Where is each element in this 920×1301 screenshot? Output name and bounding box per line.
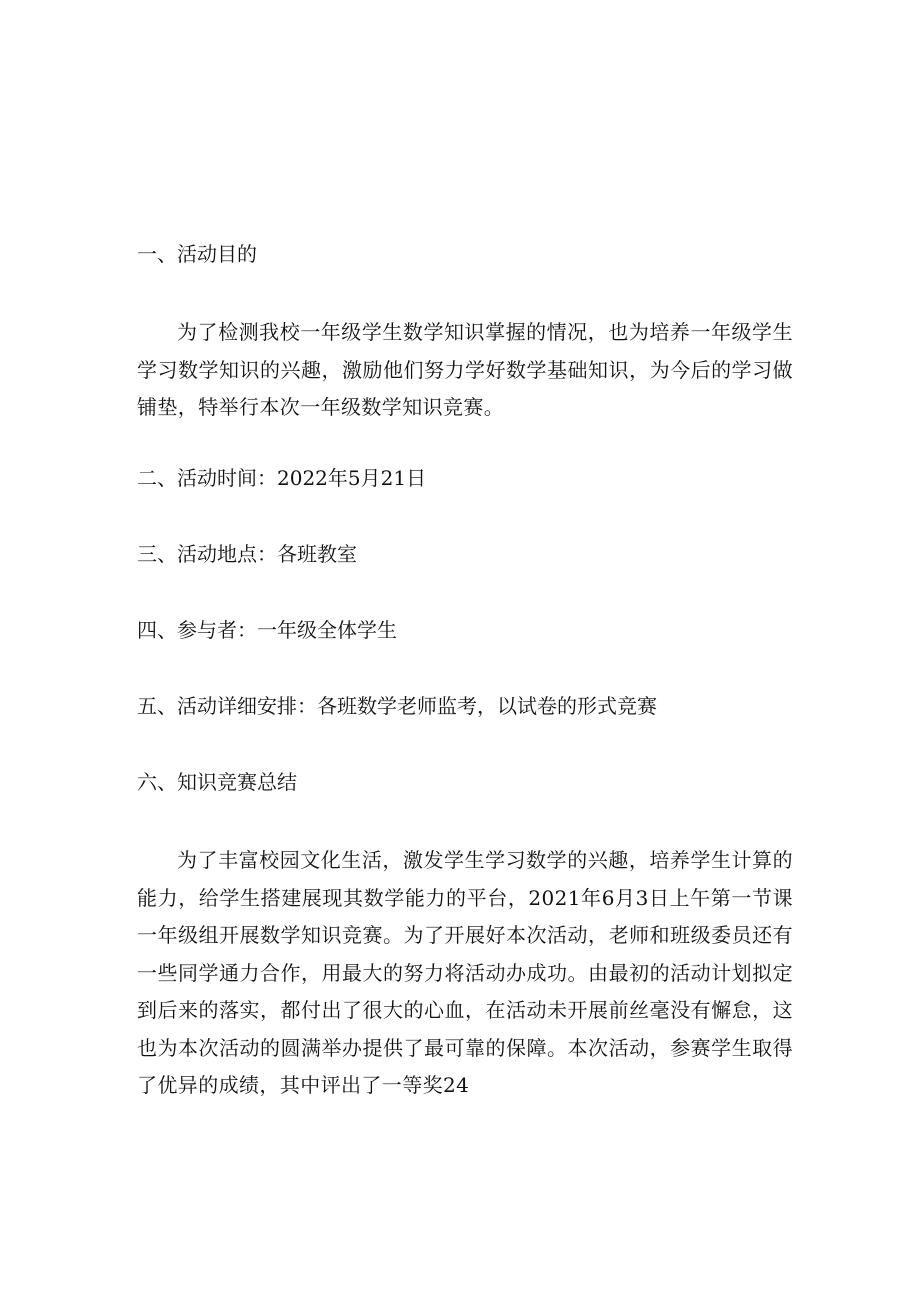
arrangement-line: 五、活动详细安排：各班数学老师监考，以试卷的形式竞赛 [137,694,657,718]
participants-line: 四、参与者：一年级全体学生 [137,618,397,642]
purpose-paragraph: 为了检测我校一年级学生数学知识掌握的情况，也为培养一年级学生学习数学知识的兴趣，激励他们努力学好数学基础知识，为今后的学习做铺垫，特举行本次一年级数学知识竞赛。 [137,320,793,419]
section-heading-purpose: 一、活动目的 [137,242,257,266]
activity-location-line: 三、活动地点：各班教室 [137,542,357,566]
summary-paragraph: 为了丰富校园文化生活，激发学生学习数学的兴趣，培养学生计算的能力，给学生搭建展现其数学能力的平台，2021年6月3日上午第一节课一年级组开展数学知识竞赛。为了开展好本次活动，老师和班级委员还有一些同学通力合作，用最大的努力将活动办成功。由最初的活动计划拟定到后来的落实，都付出了很大的心血，在活动未开展前丝毫没有懈怠，这也为本次活动的圆满举办提供了最可靠的保障。本次活动，参赛学生取得了优异的成绩，其中评出了一等奖24 [137,848,793,1097]
activity-time-line: 二、活动时间：2022年5月21日 [137,466,427,490]
section-heading-summary: 六、知识竞赛总结 [137,770,297,794]
